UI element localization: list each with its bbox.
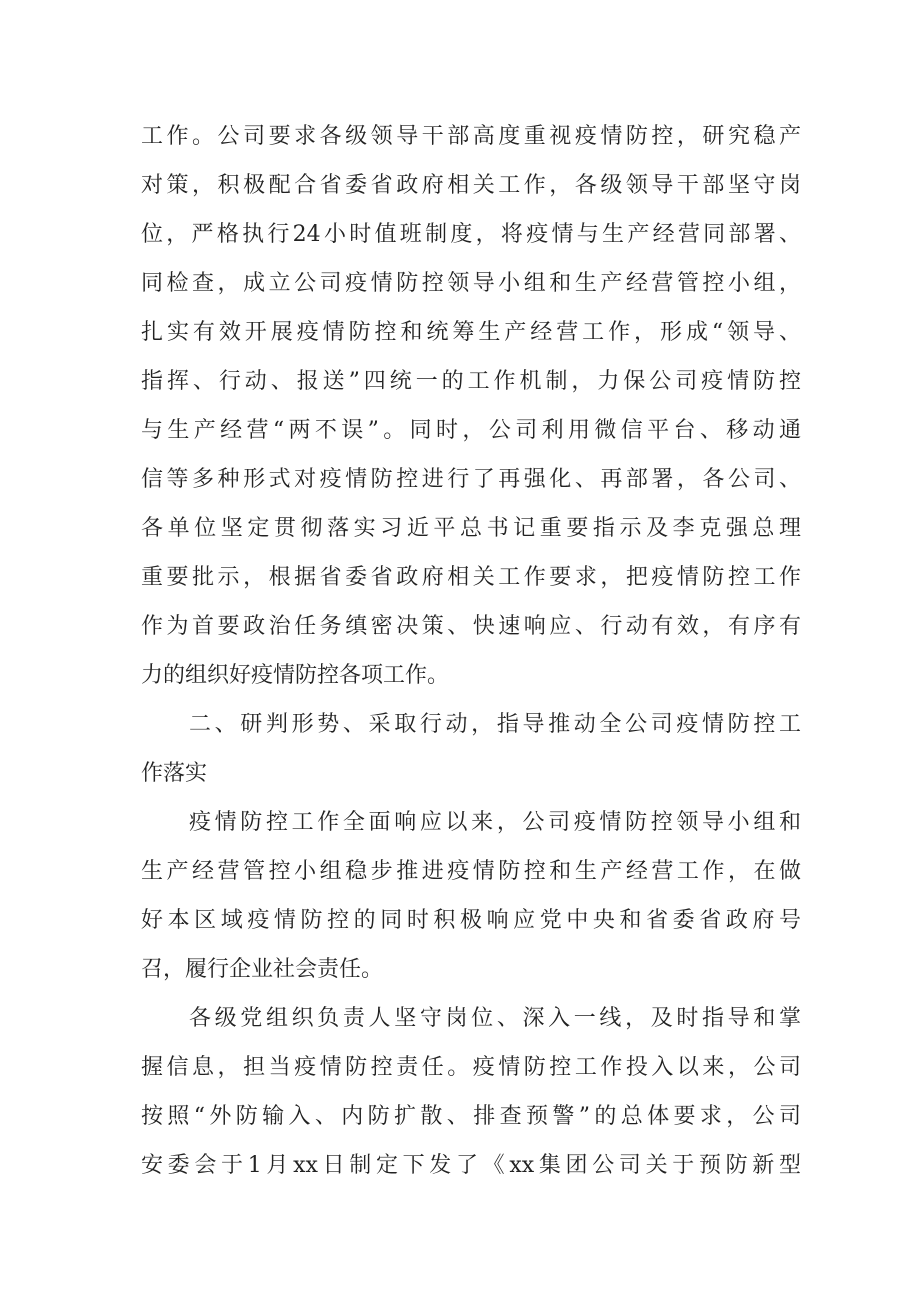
paragraph-3-line-4: 召，履行企业社会责任。 — [141, 957, 384, 982]
paragraph-1-line-8: 信等多种形式对疫情防控进行了再强化、再部署，各公司、 — [141, 467, 801, 492]
section-heading-line-2: 作落实 — [141, 761, 208, 786]
paragraph-1-line-4: 同检查，成立公司疫情防控领导小组和生产经营管控小组， — [141, 271, 801, 296]
paragraph-1-line-3: 位，严格执行24小时值班制度，将疫情与生产经营同部署、 — [141, 222, 801, 247]
paragraph-1-line-10: 重要批示，根据省委省政府相关工作要求，把疫情防控工作 — [141, 565, 801, 590]
paragraph-4-line-4: 安委会于1月xx日制定下发了《xx集团公司关于预防新型 — [141, 1153, 801, 1178]
paragraph-1-line-6: 指挥、行动、报送”四统一的工作机制，力保公司疫情防控 — [141, 369, 801, 394]
paragraph-3-line-3: 好本区域疫情防控的同时积极响应党中央和省委省政府号 — [141, 908, 801, 933]
paragraph-1-line-5: 扎实有效开展疫情防控和统筹生产经营工作，形成“领导、 — [141, 320, 801, 345]
paragraph-1-line-2: 对策，积极配合省委省政府相关工作，各级领导干部坚守岗 — [141, 173, 801, 198]
paragraph-4-line-3: 按照“外防输入、内防扩散、排查预警”的总体要求，公司 — [141, 1104, 801, 1129]
paragraph-1-line-7: 与生产经营“两不误”。同时，公司利用微信平台、移动通 — [141, 418, 801, 443]
paragraph-4-line-1: 各级党组织负责人坚守岗位、深入一线，及时指导和掌 — [189, 1006, 801, 1031]
paragraph-1-line-11: 作为首要政治任务缜密决策、快速响应、行动有效，有序有 — [141, 614, 801, 639]
paragraph-1-line-1: 工作。公司要求各级领导干部高度重视疫情防控，研究稳产 — [141, 124, 801, 149]
paragraph-4-line-2: 握信息，担当疫情防控责任。疫情防控工作投入以来，公司 — [141, 1055, 801, 1080]
section-heading-line-1: 二、研判形势、采取行动，指导推动全公司疫情防控工 — [189, 712, 801, 737]
paragraph-1-line-12: 力的组织好疫情防控各项工作。 — [141, 663, 450, 688]
paragraph-1-line-9: 各单位坚定贯彻落实习近平总书记重要指示及李克强总理 — [141, 516, 801, 541]
paragraph-3-line-2: 生产经营管控小组稳步推进疫情防控和生产经营工作，在做 — [141, 859, 801, 884]
paragraph-3-line-1: 疫情防控工作全面响应以来，公司疫情防控领导小组和 — [189, 810, 801, 835]
